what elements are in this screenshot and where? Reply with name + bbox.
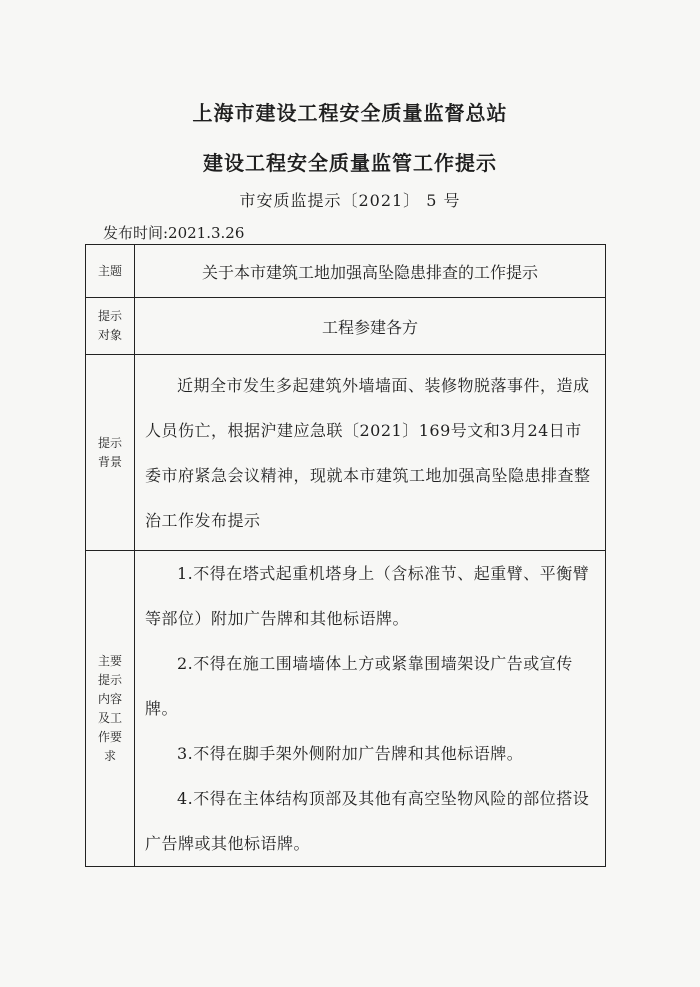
- requirements-label-line: 内容: [97, 691, 122, 706]
- subject-label: 主题: [86, 245, 135, 298]
- requirements-label-line: 主要: [97, 653, 122, 668]
- doc-number: 市安质监提示〔2021〕 5 号: [239, 191, 461, 210]
- requirements-value: [135, 551, 606, 867]
- requirement-item: 1.不得在塔式起重机塔身上（含标准节、起重臂、平衡臂等部位）附加广告牌和其他标语牌。: [145, 564, 590, 628]
- requirements-label-line: 提示: [97, 672, 122, 687]
- requirements-label-line: 及工: [97, 710, 122, 725]
- requirement-item: 3.不得在脚手架外侧附加广告牌和其他标语牌。: [177, 744, 524, 763]
- subject-row: [86, 245, 606, 298]
- background-label-line: 提示: [97, 435, 122, 450]
- background-value: [135, 355, 606, 551]
- doc-title: 建设工程安全质量监管工作提示: [203, 151, 497, 175]
- background-paragraph: 近期全市发生多起建筑外墙墙面、装修物脱落事件，造成人员伤亡，根据沪建应急联〔2021〕169号文和3月24日市委市府紧急会议精神，现就本市建筑工地加强高坠隐患排查整治工作发布提示: [145, 375, 591, 530]
- org-title: 上海市建设工程安全质量监督总站: [192, 101, 508, 125]
- target-value: 工程参建各方: [135, 298, 606, 355]
- target-label: [86, 298, 135, 355]
- publish-date: 发布时间:2021.3.26: [103, 224, 245, 242]
- target-row: [86, 298, 606, 355]
- requirements-row: [86, 551, 606, 867]
- background-label-line: 背景: [97, 454, 122, 469]
- subject-value: 关于本市建筑工地加强高坠隐患排查的工作提示: [135, 245, 606, 298]
- requirements-label-line: 求: [103, 748, 116, 763]
- requirement-item: 2.不得在施工围墙墙体上方或紧靠围墙架设广告或宣传牌。: [145, 654, 573, 718]
- background-row: [86, 355, 606, 551]
- requirements-label: [86, 551, 135, 867]
- requirement-item: 4.不得在主体结构顶部及其他有高空坠物风险的部位搭设广告牌或其他标语牌。: [145, 789, 590, 853]
- notice-table: [85, 244, 606, 867]
- background-label: [86, 355, 135, 551]
- target-label-line: 对象: [97, 328, 122, 342]
- target-label-line: 提示: [97, 309, 122, 323]
- requirements-label-line: 作要: [97, 729, 122, 744]
